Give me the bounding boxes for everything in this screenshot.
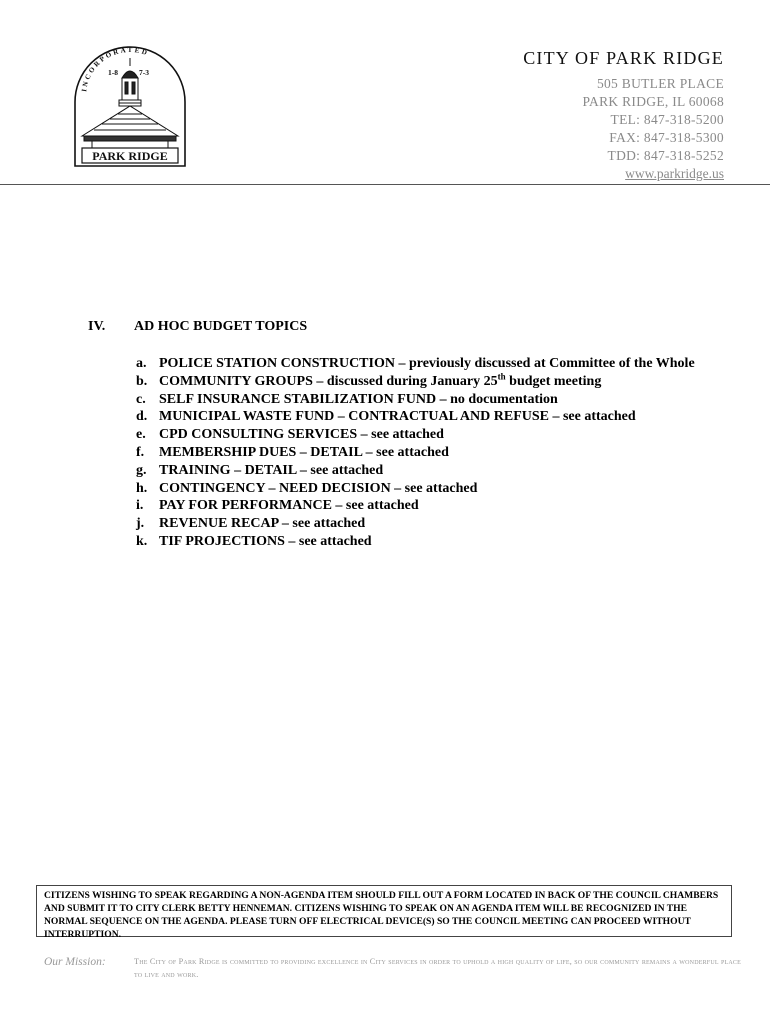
- item-letter: e.: [136, 427, 146, 443]
- item-letter: d.: [136, 409, 148, 425]
- item-text: MEMBERSHIP DUES – DETAIL – see attached: [159, 444, 449, 460]
- website-link[interactable]: www.parkridge.us: [625, 166, 724, 181]
- item-text: TIF PROJECTIONS – see attached: [159, 533, 372, 549]
- seal-ring-text: INCORPORATED: [80, 45, 151, 93]
- section-number: IV.: [88, 319, 106, 334]
- mission-label: Our Mission:: [44, 956, 106, 968]
- city-seal-logo: [72, 44, 188, 168]
- city-state-zip: PARK RIDGE, IL 60068: [582, 94, 724, 109]
- list-item: [136, 408, 716, 426]
- list-item: [136, 391, 716, 409]
- budget-topics-list: [136, 355, 716, 551]
- item-text: CONTINGENCY – NEED DECISION – see attached: [159, 480, 478, 496]
- mission-text: The City of Park Ridge is committed to providing excellence in City services in order to uphold a high quality of life, so our community remains a wonderful place to live and work.: [134, 957, 741, 979]
- list-item: [136, 373, 716, 391]
- fax-number: FAX: 847-318-5300: [609, 130, 724, 145]
- item-letter: b.: [136, 373, 148, 389]
- list-item: [136, 462, 716, 480]
- letterhead-address: [523, 48, 724, 183]
- item-text: MUNICIPAL WASTE FUND – CONTRACTUAL AND REFUSE – see attached: [159, 409, 636, 425]
- item-text: TRAINING – DETAIL – see attached: [159, 462, 384, 478]
- list-item: [136, 533, 716, 551]
- item-letter: c.: [136, 391, 146, 407]
- list-item: [136, 497, 716, 515]
- seal-year-left: 1-8: [108, 68, 118, 77]
- list-item: [136, 426, 716, 444]
- item-letter: g.: [136, 462, 147, 478]
- city-title: CITY OF PARK RIDGE: [523, 48, 724, 68]
- list-item: [136, 480, 716, 498]
- list-item: [136, 515, 716, 533]
- item-text: PAY FOR PERFORMANCE – see attached: [159, 498, 419, 514]
- item-letter: j.: [136, 516, 145, 532]
- phone-number: TEL: 847-318-5200: [610, 112, 724, 127]
- mission-statement: [44, 956, 744, 981]
- item-text: REVENUE RECAP – see attached: [159, 516, 366, 532]
- tdd-number: TDD: 847-318-5252: [607, 148, 724, 163]
- item-letter: f.: [136, 444, 145, 460]
- item-letter: a.: [136, 356, 147, 371]
- list-item: [136, 355, 716, 373]
- street-address: 505 BUTLER PLACE: [596, 76, 724, 91]
- item-letter: h.: [136, 480, 148, 496]
- item-text: CPD CONSULTING SERVICES – see attached: [159, 427, 444, 443]
- item-text: POLICE STATION CONSTRUCTION – previously discussed at Committee of the Whole: [159, 356, 695, 371]
- seal-banner-text: PARK RIDGE: [92, 149, 168, 163]
- section-heading: [88, 319, 307, 335]
- item-text: SELF INSURANCE STABILIZATION FUND – no documentation: [159, 391, 558, 407]
- item-text-part: COMMUNITY GROUPS – discussed during January 25: [159, 373, 498, 389]
- cupola-drawing: [119, 58, 141, 106]
- list-item: [136, 444, 716, 462]
- header-divider: [0, 184, 770, 185]
- item-letter: i.: [136, 498, 144, 514]
- ordinal-suffix: th: [497, 371, 506, 382]
- item-letter: k.: [136, 533, 148, 549]
- citizen-notice-box: CITIZENS WISHING TO SPEAK REGARDING A NON-AGENDA ITEM SHOULD FILL OUT A FORM LOCATED IN BACK OF THE COUNCIL CHAMBERS AND SUBMIT IT TO CITY CLERK BETTY HENNEMAN. CITIZENS WISHING TO SPEAK ON AN AGENDA ITEM WILL BE RECOGNIZED IN THE NORMAL SEQUENCE ON THE AGENDA. PLEASE TURN OFF ELECTRICAL DEVICE(S) SO THE COUNCIL MEETING CAN PROCEED WITHOUT INTERRUPTION.: [36, 885, 732, 937]
- item-text: [159, 373, 716, 391]
- seal-year-right: 7-3: [139, 68, 149, 77]
- section-title: AD HOC BUDGET TOPICS: [134, 319, 308, 334]
- item-text-part: budget meeting: [505, 373, 602, 389]
